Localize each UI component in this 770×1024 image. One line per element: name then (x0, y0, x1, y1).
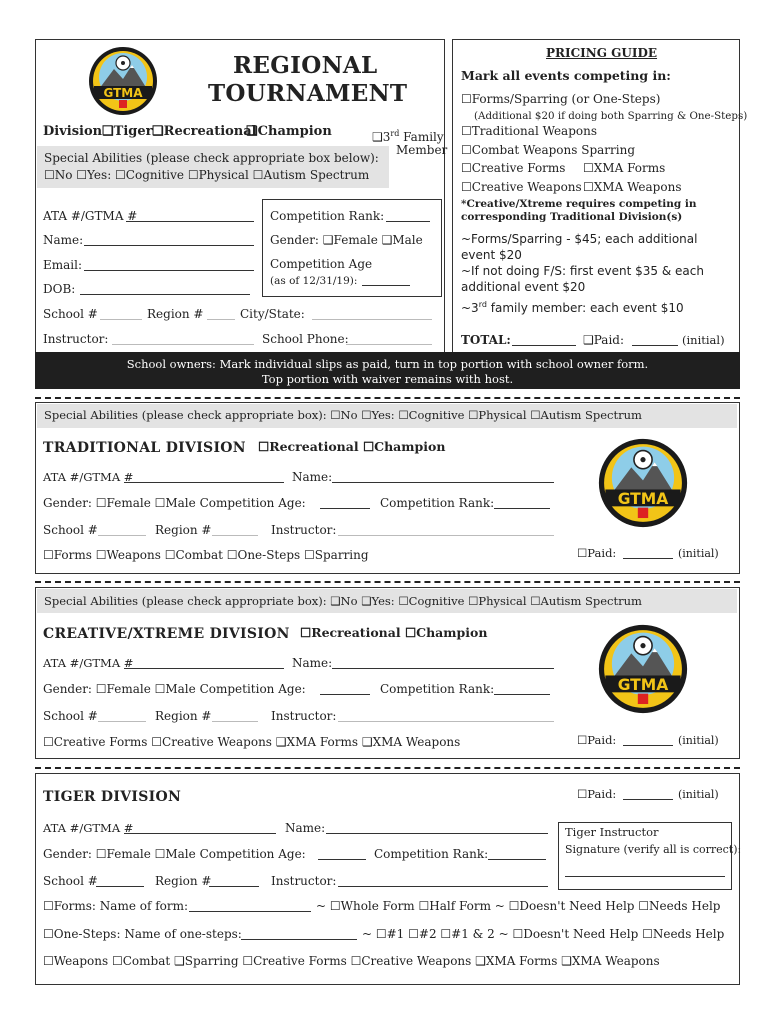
ata-label: ATA #/GTMA # (43, 209, 138, 223)
tiger-ata-label: ATA #/GTMA # (43, 821, 134, 835)
creative-initial-label: (initial) (678, 734, 719, 747)
trad-ata-label: ATA #/GTMA # (43, 470, 134, 484)
cut-line-2 (35, 581, 740, 583)
trad-events[interactable]: ☐Forms ☐Weapons ☐Combat ☐One-Steps ☐Sparring (43, 548, 369, 562)
creative-note-1: *Creative/Xtreme requires competing in (461, 198, 697, 210)
trad-paid-checkbox[interactable]: ☐Paid: (577, 546, 617, 560)
creative-region-input[interactable] (212, 721, 258, 722)
creative-school-input[interactable] (98, 721, 146, 722)
trad-school-input[interactable] (98, 535, 146, 536)
tiger-form-name-input[interactable] (189, 911, 311, 912)
email-input[interactable] (84, 270, 254, 271)
creative-weapons-checkbox[interactable]: ☐Creative Weapons (461, 180, 582, 194)
city-label: City/State: (240, 307, 305, 321)
price-line-2b: additional event $20 (461, 280, 586, 294)
forms-sparring-checkbox[interactable]: ☐Forms/Sparring (or One-Steps) (461, 92, 661, 106)
trad-age-input[interactable] (320, 508, 370, 509)
dob-input[interactable] (80, 294, 250, 295)
tiger-school-label: School # (43, 874, 98, 888)
creative-name-label: Name: (292, 656, 333, 670)
creative-special-abilities[interactable]: Special Abilities (please check appropriate box): ❑No ❑Yes: ☐Cognitive ☐Physical ☐Autism Spectrum (44, 594, 642, 608)
tiger-name-label: Name: (285, 821, 326, 835)
dob-label: DOB: (43, 282, 76, 296)
trad-paid-input[interactable] (623, 558, 673, 559)
creative-instructor-input[interactable] (338, 721, 554, 722)
gtma-logo (86, 45, 160, 117)
school-phone-input[interactable] (346, 344, 432, 345)
tiger-paid-checkbox[interactable]: ☐Paid: (577, 787, 617, 801)
trad-rank-label: Competition Rank: (380, 496, 495, 510)
xma-forms-checkbox[interactable]: ☐XMA Forms (583, 161, 666, 175)
banner-line-1: School owners: Mark individual slips as paid, turn in top portion with school owner form. (126, 357, 649, 371)
forms-sparring-note: (Additional $20 if doing both Sparring & One-Steps) (474, 110, 748, 122)
gender-checkboxes[interactable]: Gender: ❑Female ❑Male (270, 233, 423, 247)
tiger-events[interactable]: ☐Weapons ☐Combat ❑Sparring ☐Creative Forms ☐Creative Weapons ❑XMA Forms ❑XMA Weapons (43, 954, 660, 968)
creative-ata-label: ATA #/GTMA # (43, 656, 134, 670)
pricing-subtitle: Mark all events competing in: (461, 68, 671, 83)
ata-input[interactable] (126, 221, 254, 222)
creative-title: CREATIVE/XTREME DIVISION (43, 626, 290, 642)
gtma-logo-traditional (595, 436, 691, 530)
division-champion-checkbox[interactable]: ❑Champion (246, 124, 332, 139)
email-label: Email: (43, 258, 83, 272)
creative-levels[interactable]: ☐Recreational ☐Champion (300, 625, 488, 640)
svg-text:GTMA: GTMA (617, 489, 669, 508)
creative-region-label: Region # (155, 709, 212, 723)
xma-weapons-checkbox[interactable]: ☐XMA Weapons (583, 180, 682, 194)
region-input[interactable] (207, 319, 235, 320)
instructor-label: Instructor: (43, 332, 109, 346)
trad-region-label: Region # (155, 523, 212, 537)
tiger-region-label: Region # (155, 874, 212, 888)
cut-line-1 (35, 397, 740, 399)
svg-text:GTMA: GTMA (103, 86, 143, 100)
tiger-onesteps-label[interactable]: ☐One-Steps: Name of one-steps: (43, 927, 242, 941)
price-line-1a: ~Forms/Sparring - $45; each additional (461, 232, 698, 246)
tiger-gender-age[interactable]: Gender: ☐Female ☐Male Competition Age: (43, 847, 306, 861)
paid-initial-input[interactable] (632, 345, 678, 346)
creative-forms-checkbox[interactable]: ☐Creative Forms (461, 161, 566, 175)
creative-gender-age[interactable]: Gender: ☐Female ☐Male Competition Age: (43, 682, 306, 696)
total-label: TOTAL: (461, 333, 511, 347)
creative-school-label: School # (43, 709, 98, 723)
tiger-onesteps-options[interactable]: ~ ☐#1 ☐#2 ☐#1 & 2 ~ ☐Doesn't Need Help ☐Needs Help (362, 927, 725, 941)
region-label: Region # (147, 307, 204, 321)
title-tournament: TOURNAMENT (208, 80, 408, 107)
price-line-1b: event $20 (461, 248, 522, 262)
creative-events[interactable]: ☐Creative Forms ☐Creative Weapons ❑XMA Forms ❑XMA Weapons (43, 735, 461, 749)
trad-gender-age[interactable]: Gender: ☐Female ☐Male Competition Age: (43, 496, 306, 510)
title-regional: REGIONAL (233, 52, 378, 79)
tiger-age-input[interactable] (318, 859, 366, 860)
creative-paid-checkbox[interactable]: ☐Paid: (577, 733, 617, 747)
tiger-rank-input[interactable] (488, 859, 546, 860)
school-label: School # (43, 307, 98, 321)
creative-ata-input[interactable] (124, 668, 284, 669)
city-input[interactable] (312, 319, 432, 320)
trad-ata-input[interactable] (124, 482, 284, 483)
special-abilities-title: Special Abilities (please check appropriate box below): (44, 151, 379, 165)
trad-special-abilities[interactable]: Special Abilities (please check appropriate box): ☐No ☐Yes: ☐Cognitive ☐Physical ☐Autism Spectrum (44, 408, 642, 422)
instructor-input[interactable] (112, 344, 254, 345)
school-input[interactable] (100, 319, 142, 320)
trad-instructor-input[interactable] (338, 535, 554, 536)
tiger-rank-label: Competition Rank: (374, 847, 489, 861)
creative-age-input[interactable] (320, 694, 370, 695)
tiger-school-input[interactable] (96, 886, 144, 887)
tiger-onesteps-input[interactable] (241, 939, 357, 940)
initial-label: (initial) (682, 333, 725, 347)
gtma-logo-creative (595, 622, 691, 716)
trad-school-label: School # (43, 523, 98, 537)
division-recreational-checkbox[interactable]: ❑Recreational (152, 124, 257, 139)
trad-name-input[interactable] (332, 482, 554, 483)
family-member-checkbox[interactable]: ❑3rd Family (372, 129, 444, 144)
tiger-initial-label: (initial) (678, 788, 719, 801)
family-member-label: Member (396, 143, 448, 157)
trad-rank-input[interactable] (494, 508, 550, 509)
tiger-instructor-input[interactable] (338, 886, 548, 887)
tiger-ata-input[interactable] (124, 833, 276, 834)
rank-label: Competition Rank: (270, 209, 385, 223)
name-input[interactable] (84, 245, 254, 246)
price-line-2a: ~If not doing F/S: first event $35 & each (461, 264, 704, 278)
comp-age-label: Competition Age (270, 257, 373, 271)
pricing-title: PRICING GUIDE (546, 46, 658, 60)
comp-age-input[interactable] (362, 285, 410, 286)
tiger-region-input[interactable] (209, 886, 259, 887)
division-tiger-checkbox[interactable]: ❑Tiger (102, 124, 153, 139)
trad-name-label: Name: (292, 470, 333, 484)
paid-checkbox[interactable]: ❑Paid: (583, 333, 625, 347)
price-line-3: ~3rd family member: each event $10 (461, 300, 684, 315)
tiger-sig-line-2: Signature (verify all is correct): (565, 843, 742, 856)
trad-region-input[interactable] (212, 535, 258, 536)
comp-age-sub: (as of 12/31/19): (270, 275, 358, 287)
tiger-forms-label[interactable]: ☐Forms: Name of form: (43, 899, 189, 913)
tiger-title: TIGER DIVISION (43, 789, 182, 805)
trad-title: TRADITIONAL DIVISION (43, 440, 246, 456)
school-phone-label: School Phone: (262, 332, 349, 346)
tiger-sig-line-1: Tiger Instructor (565, 825, 659, 839)
creative-instructor-label: Instructor: (271, 709, 337, 723)
combat-weapons-checkbox[interactable]: ☐Combat Weapons Sparring (461, 143, 636, 157)
banner-line-2: Top portion with waiver remains with host. (261, 372, 514, 386)
creative-note-2: corresponding Traditional Division(s) (461, 211, 683, 223)
tiger-paid-input[interactable] (623, 799, 673, 800)
tiger-instructor-label: Instructor: (271, 874, 337, 888)
creative-rank-input[interactable] (494, 694, 550, 695)
trad-instructor-label: Instructor: (271, 523, 337, 537)
creative-rank-label: Competition Rank: (380, 682, 495, 696)
cut-line-3 (35, 767, 740, 769)
trad-initial-label: (initial) (678, 547, 719, 560)
tiger-signature-input[interactable] (565, 876, 725, 877)
rank-input[interactable] (386, 221, 430, 222)
division-label: Division (43, 124, 103, 139)
name-label: Name: (43, 233, 84, 247)
creative-paid-input[interactable] (623, 745, 673, 746)
trad-weapons-checkbox[interactable]: ☐Traditional Weapons (461, 124, 597, 138)
trad-levels[interactable]: ☐Recreational ☐Champion (258, 439, 446, 454)
tiger-forms-options[interactable]: ~ ☐Whole Form ☐Half Form ~ ☐Doesn't Need Help ☐Needs Help (316, 899, 721, 913)
svg-text:GTMA: GTMA (617, 675, 669, 694)
total-input[interactable] (512, 345, 576, 346)
creative-name-input[interactable] (332, 668, 554, 669)
special-abilities-options[interactable]: ☐No ☐Yes: ☐Cognitive ☐Physical ☐Autism Spectrum (44, 168, 370, 182)
tiger-name-input[interactable] (326, 833, 548, 834)
